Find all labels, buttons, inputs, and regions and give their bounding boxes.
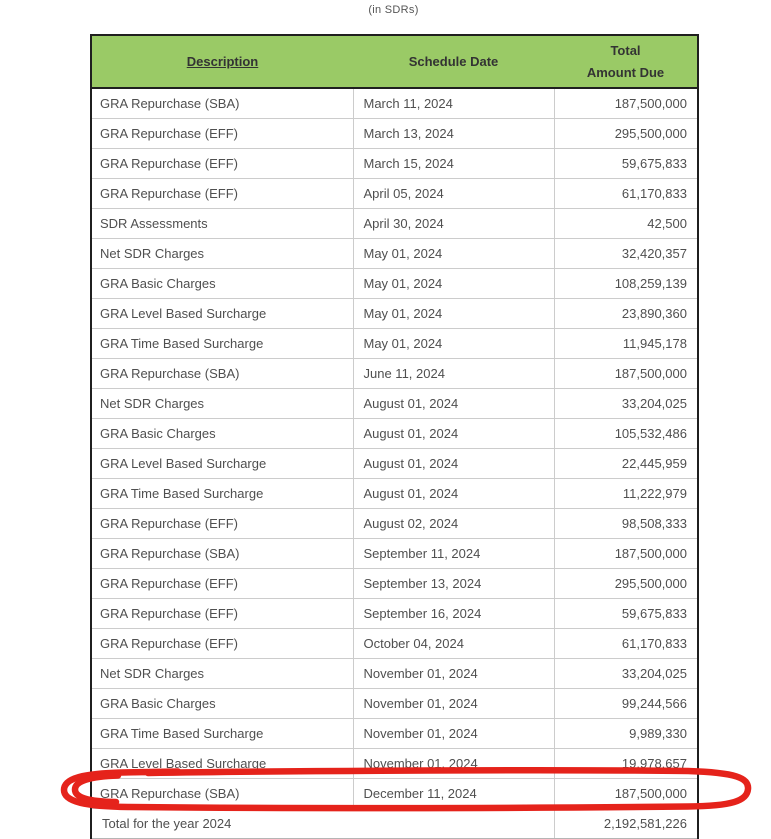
table-row [91, 389, 698, 419]
table-row [91, 269, 698, 299]
table-row [91, 659, 698, 689]
cell-schedule-date: November 01, 2024 [353, 689, 554, 719]
cell-amount: 98,508,333 [554, 509, 698, 539]
cell-schedule-date: December 11, 2024 [353, 779, 554, 809]
cell-description: GRA Repurchase (EFF) [91, 149, 353, 179]
table-row [91, 149, 698, 179]
table-row [91, 299, 698, 329]
cell-description: GRA Time Based Surcharge [91, 479, 353, 509]
cell-amount: 61,170,833 [554, 629, 698, 659]
cell-amount: 33,204,025 [554, 659, 698, 689]
cell-description: GRA Repurchase (EFF) [91, 569, 353, 599]
table-row [91, 179, 698, 209]
cell-description: GRA Time Based Surcharge [91, 719, 353, 749]
cell-amount: 11,945,178 [554, 329, 698, 359]
cell-description: SDR Assessments [91, 209, 353, 239]
cell-amount: 108,259,139 [554, 269, 698, 299]
cell-description: GRA Repurchase (EFF) [91, 179, 353, 209]
total-label-line1: Total [610, 42, 641, 58]
cell-schedule-date: November 01, 2024 [353, 659, 554, 689]
table-row [91, 569, 698, 599]
table-body [91, 88, 698, 809]
cell-schedule-date: September 13, 2024 [353, 569, 554, 599]
table-row [91, 539, 698, 569]
total-row-amount: 2,192,581,226 [554, 809, 698, 839]
cell-schedule-date: May 01, 2024 [353, 299, 554, 329]
cell-description: GRA Repurchase (EFF) [91, 119, 353, 149]
cell-amount: 105,532,486 [554, 419, 698, 449]
cell-schedule-date: September 11, 2024 [353, 539, 554, 569]
table-row [91, 209, 698, 239]
description-sort-link[interactable]: Description [186, 54, 259, 69]
cell-schedule-date: April 30, 2024 [353, 209, 554, 239]
cell-description: GRA Repurchase (EFF) [91, 509, 353, 539]
total-row-label: Total for the year 2024 [91, 809, 554, 839]
column-header-schedule-date [353, 35, 554, 88]
table-container [90, 34, 697, 839]
table-row [91, 359, 698, 389]
cell-description: Net SDR Charges [91, 239, 353, 269]
cell-schedule-date: October 04, 2024 [353, 629, 554, 659]
cell-amount: 11,222,979 [554, 479, 698, 509]
table-row [91, 479, 698, 509]
table-row [91, 599, 698, 629]
table-row [91, 329, 698, 359]
schedule-date-label: Schedule Date [408, 54, 499, 69]
cell-amount: 33,204,025 [554, 389, 698, 419]
table-row [91, 689, 698, 719]
cell-schedule-date: August 01, 2024 [353, 419, 554, 449]
cell-amount: 187,500,000 [554, 779, 698, 809]
cell-amount: 59,675,833 [554, 599, 698, 629]
table-row [91, 629, 698, 659]
cell-schedule-date: June 11, 2024 [353, 359, 554, 389]
cell-schedule-date: August 02, 2024 [353, 509, 554, 539]
cell-amount: 99,244,566 [554, 689, 698, 719]
total-row [91, 809, 698, 839]
column-header-description[interactable] [91, 35, 353, 88]
cell-schedule-date: March 15, 2024 [353, 149, 554, 179]
table-row [91, 779, 698, 809]
table-row [91, 509, 698, 539]
cell-schedule-date: November 01, 2024 [353, 719, 554, 749]
cell-amount: 32,420,357 [554, 239, 698, 269]
cell-schedule-date: November 01, 2024 [353, 749, 554, 779]
cell-amount: 23,890,360 [554, 299, 698, 329]
cell-description: GRA Repurchase (SBA) [91, 359, 353, 389]
table-row [91, 88, 698, 119]
cell-description: GRA Basic Charges [91, 689, 353, 719]
cell-schedule-date: May 01, 2024 [353, 329, 554, 359]
cell-schedule-date: March 11, 2024 [353, 88, 554, 119]
table-row [91, 749, 698, 779]
payment-schedule-table [90, 34, 699, 839]
cell-description: GRA Repurchase (SBA) [91, 539, 353, 569]
cell-schedule-date: May 01, 2024 [353, 239, 554, 269]
cell-amount: 187,500,000 [554, 88, 698, 119]
cell-description: Net SDR Charges [91, 389, 353, 419]
column-header-total-amount-due [554, 35, 698, 88]
cell-amount: 9,989,330 [554, 719, 698, 749]
cell-schedule-date: September 16, 2024 [353, 599, 554, 629]
units-caption: (in SDRs) [368, 4, 419, 16]
cell-description: GRA Repurchase (SBA) [91, 779, 353, 809]
cell-amount: 187,500,000 [554, 359, 698, 389]
cell-description: GRA Level Based Surcharge [91, 449, 353, 479]
cell-schedule-date: May 01, 2024 [353, 269, 554, 299]
total-label-line2: Amount Due [586, 64, 665, 80]
cell-schedule-date: April 05, 2024 [353, 179, 554, 209]
cell-amount: 59,675,833 [554, 149, 698, 179]
cell-description: GRA Repurchase (EFF) [91, 599, 353, 629]
header-row [91, 35, 698, 88]
cell-description: GRA Repurchase (SBA) [91, 88, 353, 119]
cell-amount: 61,170,833 [554, 179, 698, 209]
cell-schedule-date: August 01, 2024 [353, 449, 554, 479]
cell-description: GRA Level Based Surcharge [91, 749, 353, 779]
cell-description: GRA Time Based Surcharge [91, 329, 353, 359]
cell-schedule-date: August 01, 2024 [353, 479, 554, 509]
table-row [91, 419, 698, 449]
cell-description: GRA Basic Charges [91, 419, 353, 449]
cell-description: GRA Level Based Surcharge [91, 299, 353, 329]
table-row [91, 239, 698, 269]
table-row [91, 449, 698, 479]
cell-schedule-date: August 01, 2024 [353, 389, 554, 419]
cell-description: GRA Basic Charges [91, 269, 353, 299]
cell-amount: 19,978,657 [554, 749, 698, 779]
table-row [91, 119, 698, 149]
cell-schedule-date: March 13, 2024 [353, 119, 554, 149]
cell-description: GRA Repurchase (EFF) [91, 629, 353, 659]
cell-amount: 295,500,000 [554, 119, 698, 149]
cell-amount: 42,500 [554, 209, 698, 239]
cell-amount: 295,500,000 [554, 569, 698, 599]
cell-description: Net SDR Charges [91, 659, 353, 689]
table-row [91, 719, 698, 749]
cell-amount: 22,445,959 [554, 449, 698, 479]
cell-amount: 187,500,000 [554, 539, 698, 569]
